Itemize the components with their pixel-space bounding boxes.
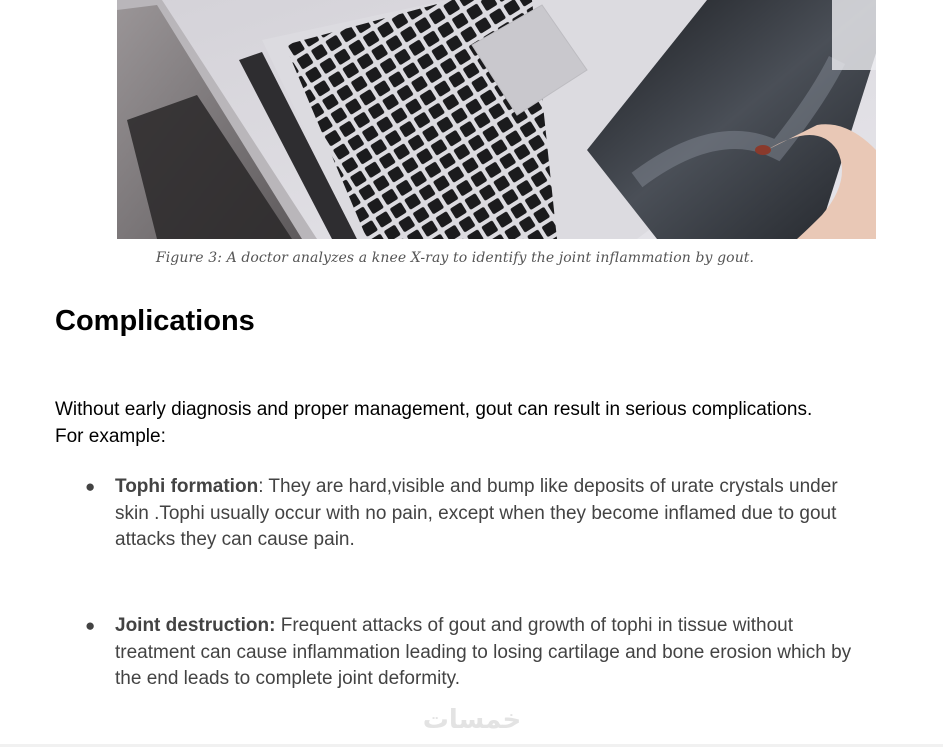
list-item-text: They are hard,visible and bump like deposits of urate crystals under skin .Tophi usually occur with no pain, except when they become inflamed due to gout attacks they can cause pain. — [115, 476, 838, 550]
watermark-logo: خمسات — [422, 705, 522, 735]
list-item-term: Tophi formation — [115, 476, 259, 497]
list-item-separator: : — [258, 476, 264, 497]
list-item — [85, 474, 855, 554]
list-item — [85, 613, 855, 693]
intro-paragraph: Without early diagnosis and proper management, gout can result in serious complications. For example: — [55, 399, 813, 447]
laptop-xray-photo — [117, 0, 876, 239]
section-heading: Complications — [55, 305, 255, 337]
figure-caption: Figure 3: A doctor analyzes a knee X-ray to identify the joint inflammation by gout. — [155, 250, 755, 266]
list-item-term: Joint destruction: — [115, 615, 276, 636]
bullet-dot-icon: ● — [85, 477, 96, 496]
figure-image-doctor-xray — [117, 0, 876, 239]
list-item-text: Frequent attacks of gout and growth of tophi in tissue without treatment can cause inflammation leading to losing cartilage and bone erosion which by the end leads to complete joint deformity. — [115, 615, 852, 689]
bullet-dot-icon: ● — [85, 616, 96, 635]
